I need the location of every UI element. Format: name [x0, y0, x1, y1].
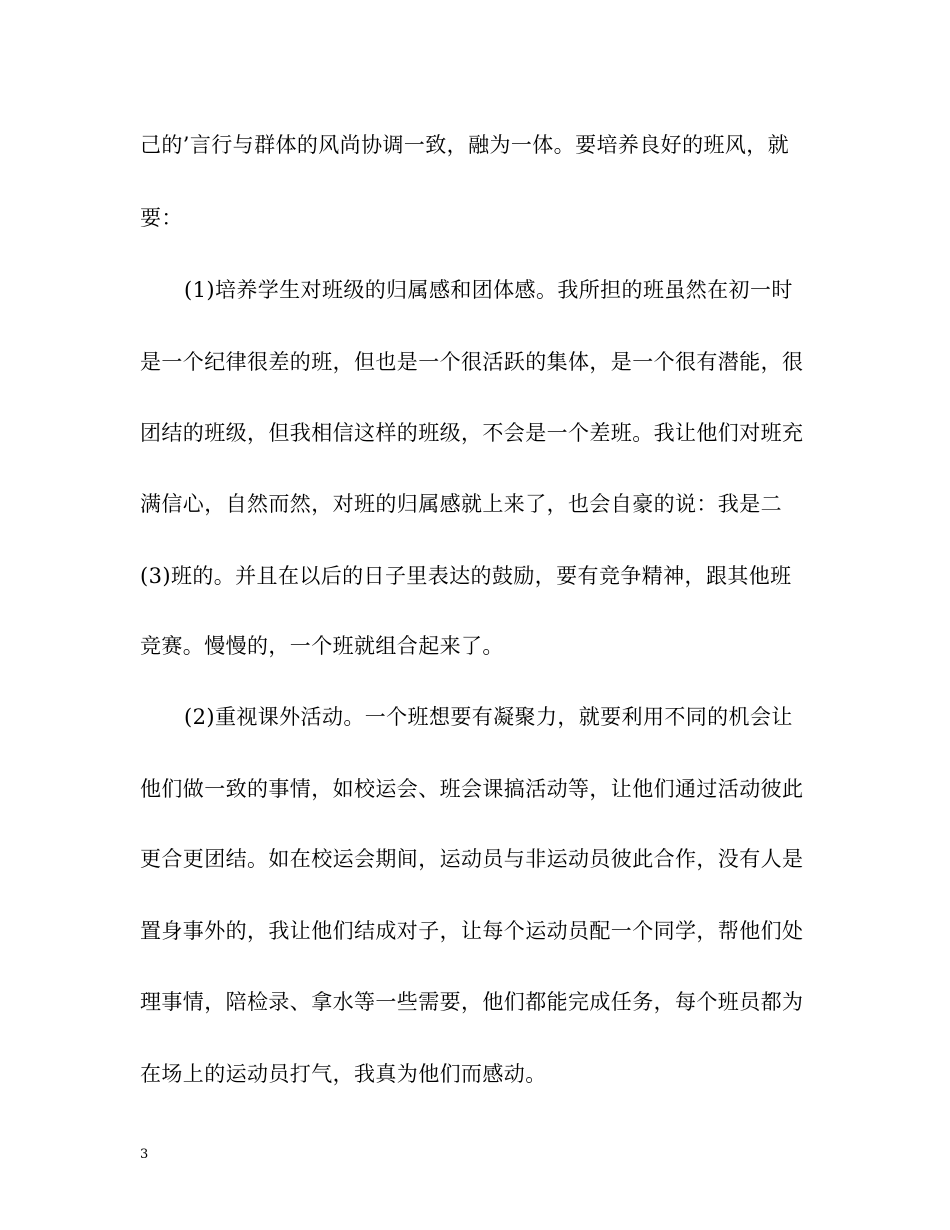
text-line: 己的’言行与群体的风尚协调一致，融为一体。要培养良好的班风，就	[140, 133, 790, 157]
text-line: 满信心，自然而然，对班的归属感就上来了，也会自豪的说：我是二	[140, 492, 782, 516]
text-line: 更合更团结。如在校运会期间，运动员与非运动员彼此合作，没有人是	[140, 847, 804, 871]
text-line: 在场上的运动员打气，我真为他们而感动。	[140, 1062, 547, 1086]
text-line: 他们做一致的事情，如校运会、班会课搞活动等，让他们通过活动彼此	[140, 777, 804, 801]
text-line: 竞赛。慢慢的，一个班就组合起来了。	[140, 634, 504, 658]
text-line: 是一个纪律很差的班，但也是一个很活跃的集体，是一个很有潜能，很	[140, 350, 804, 374]
text-line: 团结的班级，但我相信这样的班级，不会是一个差班。我让他们对班充	[140, 421, 804, 445]
paragraph-start-line: (1)培养学生对班级的归属感和团体感。我所担的班虽然在初一时	[184, 278, 793, 302]
text-line: (3)班的。并且在以后的日子里表达的鼓励，要有竞争精神，跟其他班	[140, 564, 792, 588]
text-line: 置身事外的，我让他们结成对子，让每个运动员配一个同学，帮他们处	[140, 919, 804, 943]
paragraph-start-line: (2)重视课外活动。一个班想要有凝聚力，就要利用不同的机会让	[184, 705, 793, 729]
text-line: 理事情，陪检录、拿水等一些需要，他们都能完成任务，每个班员都为	[140, 990, 804, 1014]
text-line: 要：	[140, 206, 183, 230]
page-number: 3	[140, 1147, 149, 1162]
